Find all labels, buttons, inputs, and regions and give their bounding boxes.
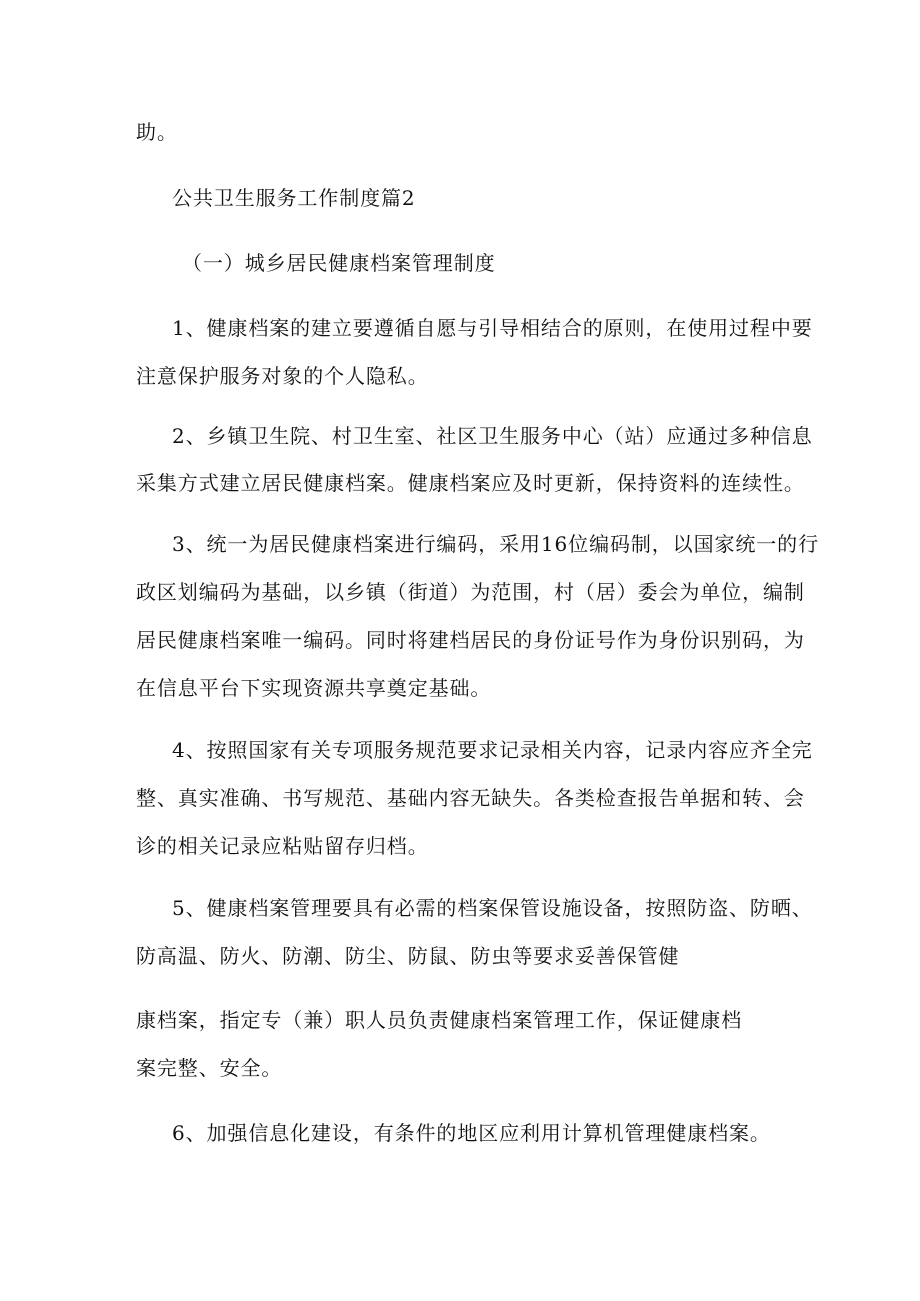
paragraph-1-line-1: 1、健康档案的建立要遵循自愿与引导相结合的原则，在使用过程中要 — [172, 316, 813, 340]
paragraph-4-line-3: 诊的相关记录应粘贴留存归档。 — [136, 834, 429, 858]
paragraph-5-line-3: 康档案，指定专（兼）职人员负责健康档案管理工作，保证健康档 — [136, 1008, 743, 1032]
paragraph-1-line-2: 注意保护服务对象的个人隐私。 — [136, 364, 429, 388]
subsection-heading: （一）城乡居民健康档案管理制度 — [182, 251, 496, 275]
paragraph-5-line-1: 5、健康档案管理要具有必需的档案保管设施设备，按照防盗、防晒、 — [172, 896, 813, 920]
paragraph-3-line-3: 居民健康档案唯一编码。同时将建档居民的身份证号作为身份识别码，为 — [136, 628, 805, 652]
paragraph-2-line-2: 采集方式建立居民健康档案。健康档案应及时更新，保持资料的连续性。 — [136, 471, 805, 495]
paragraph-3-line-1: 3、统一为居民健康档案进行编码，采用16位编码制，以国家统一的行 — [172, 532, 819, 556]
paragraph-3-line-2: 政区划编码为基础，以乡镇（街道）为范围，村（居）委会为单位，编制 — [136, 580, 805, 604]
paragraph-5-line-2: 防高温、防火、防潮、防尘、防鼠、防虫等要求妥善保管健 — [136, 944, 680, 968]
section-heading: 公共卫生服务工作制度篇2 — [172, 186, 416, 210]
paragraph-4-line-1: 4、按照国家有关专项服务规范要求记录相关内容，记录内容应齐全完 — [172, 738, 813, 762]
paragraph-6-line-1: 6、加强信息化建设，有条件的地区应利用计算机管理健康档案。 — [172, 1121, 771, 1145]
paragraph-3-line-4: 在信息平台下实现资源共享奠定基础。 — [136, 676, 492, 700]
paragraph-5-line-4: 案完整、安全。 — [136, 1056, 283, 1080]
paragraph-2-line-1: 2、乡镇卫生院、村卫生室、社区卫生服务中心（站）应通过多种信息 — [172, 424, 813, 448]
paragraph-4-line-2: 整、真实准确、书写规范、基础内容无缺失。各类检查报告单据和转、会 — [136, 786, 805, 810]
text-line-continuation: 助。 — [136, 120, 178, 144]
